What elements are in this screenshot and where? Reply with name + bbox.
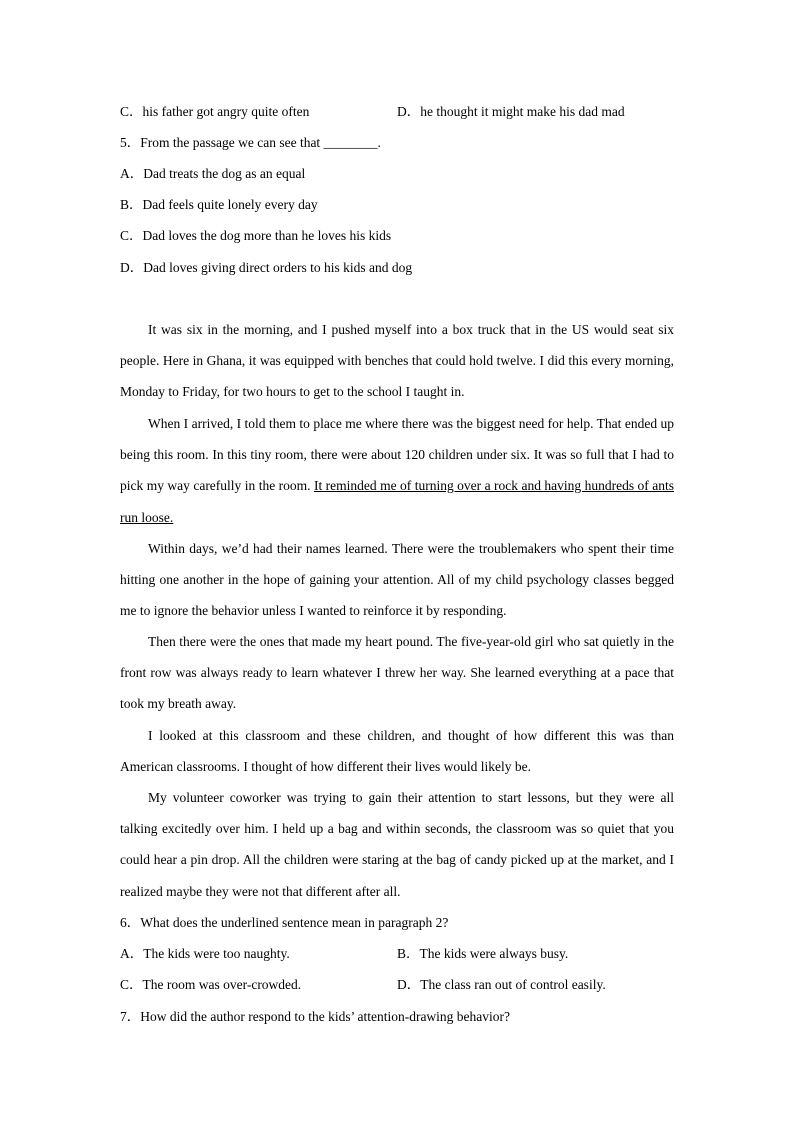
passage-paragraph-6: My volunteer coworker was trying to gain their attention to start lessons, but they were all talking excitedly over him. I held up a bag and within seconds, the classroom was so quiet that you could hear a pin drop. All the children were staring at the bag of candy picked up at the market, and I realized maybe they were not that different after all. — [120, 790, 674, 899]
q6-option-b: B．The kids were always busy. — [397, 946, 569, 961]
passage-paragraph-5: I looked at this classroom and these children, and thought of how different this was than American classrooms. I thought of how different their lives would likely be. — [120, 728, 674, 775]
q4-option-c: C．his father got angry quite often — [120, 104, 310, 119]
q7-stem: 7．How did the author respond to the kids’ attention-drawing behavior? — [120, 1009, 511, 1024]
passage-paragraph-1: It was six in the morning, and I pushed myself into a box truck that in the US would seat six people. Here in Ghana, it was equipped with benches that could hold twelve. I did this every morning, Monday to Friday, for two hours to get to the school I taught in. — [120, 322, 674, 400]
q5-stem: 5．From the passage we can see that ________. — [120, 135, 381, 150]
passage-paragraph-2 — [120, 408, 674, 533]
q5-option-d: D．Dad loves giving direct orders to his kids and dog — [120, 260, 413, 275]
q6-option-c: C．The room was over-crowded. — [120, 977, 302, 992]
q4-option-d: D．he thought it might make his dad mad — [397, 104, 625, 119]
q6-option-d: D．The class ran out of control easily. — [397, 977, 606, 992]
underlined-sentence: It reminded me of turning over a rock and having hundreds of ants run loose. — [120, 478, 674, 525]
q6-option-a: A．The kids were too naughty. — [120, 946, 290, 961]
q5-option-a: A．Dad treats the dog as an equal — [120, 166, 306, 181]
paragraph-2-text: When I arrived, I told them to place me where there was the biggest need for help. That ended up being this room. In this tiny room, there were about 120 children under six. It was so full that I had to pick my way carefully in the room. — [120, 416, 674, 494]
q6-stem: 6．What does the underlined sentence mean in paragraph 2? — [120, 915, 449, 930]
q5-option-b: B．Dad feels quite lonely every day — [120, 197, 318, 212]
passage-paragraph-3: Within days, we’d had their names learned. There were the troublemakers who spent their time hitting one another in the hope of gaining your attention. All of my child psychology classes begged me to ignore the behavior unless I wanted to reinforce it by responding. — [120, 541, 674, 619]
q5-option-c: C．Dad loves the dog more than he loves his kids — [120, 228, 392, 243]
passage-paragraph-4: Then there were the ones that made my heart pound. The five-year-old girl who sat quietly in the front row was always ready to learn whatever I threw her way. She learned everything at a pace that took my breath away. — [120, 634, 674, 712]
